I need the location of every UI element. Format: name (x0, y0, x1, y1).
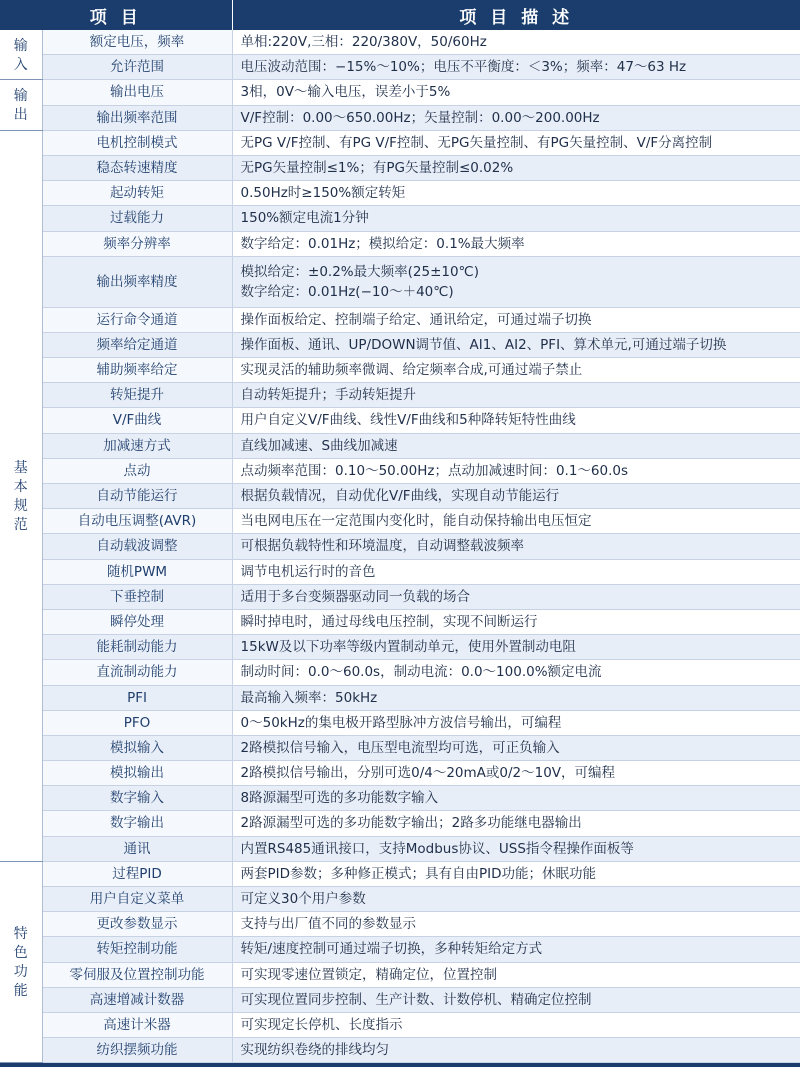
row-item: 转矩提升 (42, 383, 232, 408)
table-row (0, 786, 800, 811)
row-item: 数字输出 (42, 811, 232, 836)
row-item: 自动电压调整(AVR) (42, 509, 232, 534)
row-item: 过程PID (42, 861, 232, 886)
category-special: 特 色 功 能 (0, 861, 42, 1063)
row-item: 下垂控制 (42, 584, 232, 609)
row-desc: 电压波动范围：−15%～10%；电压不平衡度：＜3%；频率：47～63 Hz (232, 55, 800, 80)
row-desc: 0～50kHz的集电极开路型脉冲方波信号输出，可编程 (232, 710, 800, 735)
row-item: 频率给定通道 (42, 332, 232, 357)
table-row (0, 206, 800, 231)
row-item: 点动 (42, 458, 232, 483)
row-desc: 实现灵活的辅助频率微调、给定频率合成,可通过端子禁止 (232, 358, 800, 383)
table-row (0, 332, 800, 357)
row-item: 输出频率精度 (42, 256, 232, 307)
table-row (0, 534, 800, 559)
row-item: 输出电压 (42, 80, 232, 105)
row-item: 输出频率范围 (42, 105, 232, 130)
row-desc: 根据负载情况，自动优化V/F曲线，实现自动节能运行 (232, 484, 800, 509)
row-desc: 操作面板给定、控制端子给定、通讯给定，可通过端子切换 (232, 307, 800, 332)
row-item: 模拟输出 (42, 761, 232, 786)
category-output: 输 出 (0, 80, 42, 130)
row-item: 高速计米器 (42, 1012, 232, 1037)
row-item: 电机控制模式 (42, 130, 232, 155)
row-desc: 2路模拟信号输出，分别可选0/4～20mA或0/2～10V，可编程 (232, 761, 800, 786)
row-item: 辅助频率给定 (42, 358, 232, 383)
table-body (0, 30, 800, 1063)
row-desc: 最高输入频率：50kHz (232, 685, 800, 710)
row-desc: 0.50Hz时≥150%额定转矩 (232, 181, 800, 206)
table-row (0, 962, 800, 987)
row-item: 直流制动能力 (42, 660, 232, 685)
table-row (0, 256, 800, 307)
row-desc: 2路模拟信号输入，电压型电流型均可选，可正负输入 (232, 735, 800, 760)
table-row (0, 987, 800, 1012)
row-desc: 数字给定：0.01Hz；模拟给定：0.1%最大频率 (232, 231, 800, 256)
table-row (0, 358, 800, 383)
category-input: 输 入 (0, 30, 42, 80)
row-item: 起动转矩 (42, 181, 232, 206)
row-desc: 内置RS485通讯接口，支持Modbus协议、USS指令程操作面板等 (232, 836, 800, 861)
row-item: 随机PWM (42, 559, 232, 584)
row-item: 加减速方式 (42, 433, 232, 458)
row-desc: 制动时间：0.0～60.0s，制动电流：0.0～100.0%额定电流 (232, 660, 800, 685)
row-desc: 两套PID参数；多种修正模式；具有自由PID功能；休眠功能 (232, 861, 800, 886)
row-desc: 3相，0V～输入电压，误差小于5% (232, 80, 800, 105)
table-row (0, 231, 800, 256)
table-row (0, 1012, 800, 1037)
row-item: 高速增减计数器 (42, 987, 232, 1012)
table-row (0, 383, 800, 408)
row-item: 用户自定义菜单 (42, 887, 232, 912)
row-desc: 8路源漏型可选的多功能数字输入 (232, 786, 800, 811)
header-item: 项 目 (0, 0, 232, 30)
bottom-bar (0, 1063, 800, 1067)
table-row (0, 458, 800, 483)
row-desc-line1: 模拟给定：±0.2%最大频率(25±10℃) (240, 263, 479, 280)
table-row (0, 484, 800, 509)
table-row (0, 660, 800, 685)
row-item: 运行命令通道 (42, 307, 232, 332)
row-desc: 点动频率范围：0.10～50.00Hz；点动加减速时间：0.1～60.0s (232, 458, 800, 483)
row-item: V/F曲线 (42, 408, 232, 433)
row-item: 模拟输入 (42, 735, 232, 760)
category-basic: 基 本 规 范 (0, 130, 42, 861)
table-row (0, 937, 800, 962)
table-row (0, 761, 800, 786)
row-desc: 实现纺织卷绕的排线均匀 (232, 1038, 800, 1063)
row-item: 更改参数显示 (42, 912, 232, 937)
row-desc: 可定义30个用户参数 (232, 887, 800, 912)
table-row (0, 80, 800, 105)
row-item: 纺织摆频功能 (42, 1038, 232, 1063)
row-item: 能耗制动能力 (42, 635, 232, 660)
table-header (0, 0, 800, 30)
table-row (0, 836, 800, 861)
table-row (0, 887, 800, 912)
table-row (0, 509, 800, 534)
row-item: 额定电压，频率 (42, 30, 232, 55)
table-row (0, 735, 800, 760)
row-desc: V/F控制：0.00～650.00Hz；矢量控制：0.00～200.00Hz (232, 105, 800, 130)
row-item: 瞬停处理 (42, 609, 232, 634)
table-row (0, 55, 800, 80)
row-item: 数字输入 (42, 786, 232, 811)
table-row (0, 861, 800, 886)
table-row (0, 1038, 800, 1063)
row-desc: 2路源漏型可选的多功能数字输出；2路多功能继电器输出 (232, 811, 800, 836)
row-desc: 直线加减速、S曲线加减速 (232, 433, 800, 458)
header-desc: 项 目 描 述 (232, 0, 800, 30)
row-desc: 调节电机运行时的音色 (232, 559, 800, 584)
row-desc (232, 256, 800, 307)
table-row (0, 710, 800, 735)
row-item: 自动载波调整 (42, 534, 232, 559)
row-desc: 无PG V/F控制、有PG V/F控制、无PG矢量控制、有PG矢量控制、V/F分离控制 (232, 130, 800, 155)
row-desc: 当电网电压在一定范围内变化时，能自动保持输出电压恒定 (232, 509, 800, 534)
row-desc: 可实现位置同步控制、生产计数、计数停机、精确定位控制 (232, 987, 800, 1012)
row-desc: 适用于多台变频器驱动同一负载的场合 (232, 584, 800, 609)
row-item: PFI (42, 685, 232, 710)
row-item: 转矩控制功能 (42, 937, 232, 962)
row-desc: 转矩/速度控制可通过端子切换，多种转矩给定方式 (232, 937, 800, 962)
table-row (0, 181, 800, 206)
table-row (0, 155, 800, 180)
table-row (0, 685, 800, 710)
row-desc: 可实现零速位置锁定，精确定位，位置控制 (232, 962, 800, 987)
table-row (0, 307, 800, 332)
table-row (0, 635, 800, 660)
table-row (0, 30, 800, 55)
row-item: 自动节能运行 (42, 484, 232, 509)
row-item: 频率分辨率 (42, 231, 232, 256)
row-item: 允许范围 (42, 55, 232, 80)
row-desc: 用户自定义V/F曲线、线性V/F曲线和5种降转矩特性曲线 (232, 408, 800, 433)
table-row (0, 105, 800, 130)
row-item: 稳态转速精度 (42, 155, 232, 180)
table-row (0, 130, 800, 155)
row-item: 零伺服及位置控制功能 (42, 962, 232, 987)
row-desc: 150%额定电流1分钟 (232, 206, 800, 231)
row-desc: 操作面板、通讯、UP/DOWN调节值、AI1、AI2、PFI、算术单元,可通过端子切换 (232, 332, 800, 357)
row-desc: 可实现定长停机、长度指示 (232, 1012, 800, 1037)
table-row (0, 811, 800, 836)
row-item: 过载能力 (42, 206, 232, 231)
table-row (0, 609, 800, 634)
row-item: 通讯 (42, 836, 232, 861)
row-desc: 可根据负载特性和环境温度，自动调整载波频率 (232, 534, 800, 559)
row-desc: 15kW及以下功率等级内置制动单元，使用外置制动电阻 (232, 635, 800, 660)
row-desc: 单相:220V,三相：220/380V，50/60Hz (232, 30, 800, 55)
row-desc: 支持与出厂值不同的参数显示 (232, 912, 800, 937)
table-row (0, 559, 800, 584)
row-desc: 瞬时掉电时，通过母线电压控制，实现不间断运行 (232, 609, 800, 634)
row-desc-line2: 数字给定：0.01Hz(−10～＋40℃) (240, 283, 454, 300)
row-item: PFO (42, 710, 232, 735)
table-row (0, 433, 800, 458)
table-row (0, 408, 800, 433)
row-desc: 无PG矢量控制≤1%；有PG矢量控制≤0.02% (232, 155, 800, 180)
row-desc: 自动转矩提升；手动转矩提升 (232, 383, 800, 408)
table-row (0, 912, 800, 937)
table-row (0, 584, 800, 609)
